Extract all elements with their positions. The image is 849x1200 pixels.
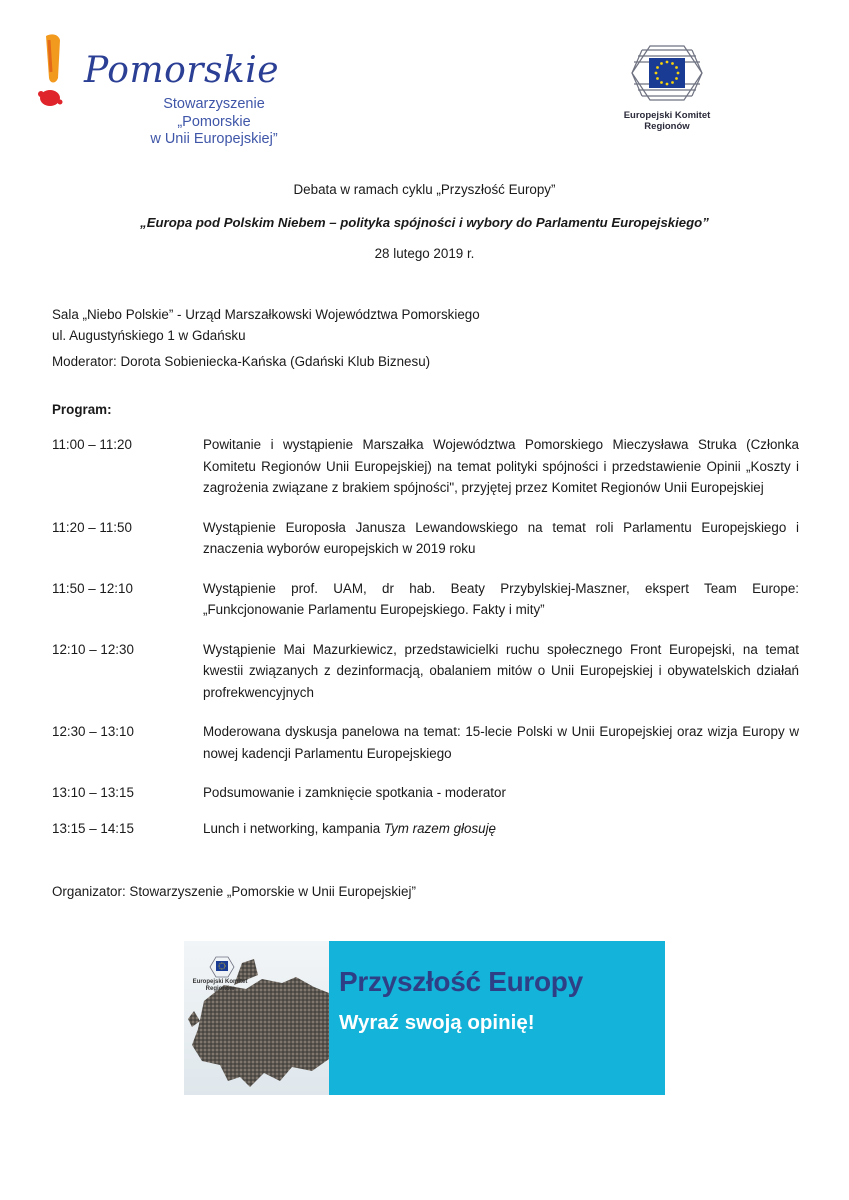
ekr-name <box>612 110 722 132</box>
agenda-description: Powitanie i wystąpienie Marszałka Województwa Pomorskiego Mieczysława Struka (Członka Komitetu Regionów Unii Europejskiej) na temat polityki spójności i przedstawienie Opinii „Koszty i zagrożenia związane z brakiem spójności", przyjętej przez Komitet Regionów Unii Europejskiej <box>203 437 799 495</box>
agenda-time: 12:10 – 12:30 <box>52 641 134 657</box>
association-line-2: „Pomorskie <box>177 113 251 130</box>
agenda-description: Wystąpienie prof. UAM, dr hab. Beaty Przybylskiej-Maszner, ekspert Team Europe: „Funkcjonowanie Parlamentu Europejskiego. Fakty i mity” <box>203 580 799 617</box>
agenda-item <box>52 639 799 704</box>
event-date: 28 lutego 2019 r. <box>374 246 475 261</box>
pomorskie-logo <box>36 32 286 152</box>
agenda-description: Wystąpienie Mai Mazurkiewicz, przedstawicielki ruchu społecznego Front Europejski, na temat kwestii związanych z dezinformacją, obalaniem mitów o Unii Europejskiej i obywatelskich działań profrekwencyjnych <box>203 641 799 700</box>
eu-flag-icon <box>612 40 722 106</box>
agenda-description: Moderowana dyskusja panelowa na temat: 15-lecie Polski w Unii Europejskiej oraz wizja Europy w nowej kadencji Parlamentu Europejskiego <box>203 724 799 761</box>
venue-address: ul. Augustyńskiego 1 w Gdańsku <box>52 327 246 343</box>
venue-hall: Sala „Niebo Polskie” - Urząd Marszałkowski Województwa Pomorskiego <box>52 307 480 322</box>
agenda-time: 13:10 – 13:15 <box>52 785 134 800</box>
europe-map-icon <box>184 941 329 1095</box>
program-heading: Program: <box>52 402 112 417</box>
agenda-item <box>52 434 799 499</box>
banner-subtitle: Wyraź swoją opinię! <box>339 1011 535 1034</box>
agenda-item <box>52 818 799 840</box>
ekr-logo <box>612 40 722 140</box>
agenda-time: 11:00 – 11:20 <box>52 437 132 452</box>
future-of-europe-banner <box>184 941 665 1095</box>
agenda-time: 12:30 – 13:10 <box>52 724 134 739</box>
association-line-1: Stowarzyszenie <box>163 96 265 112</box>
moderator-line: Moderator: Dorota Sobieniecka-Kańska (Gdański Klub Biznesu) <box>52 354 431 369</box>
campaign-name: Tym razem głosuję <box>383 820 497 836</box>
banner-ekr-name <box>190 979 250 993</box>
event-series-title: Debata w ramach cyklu „Przyszłość Europy” <box>293 182 556 197</box>
pomorskie-wordmark: Pomorskie <box>84 50 280 91</box>
agenda-description-text: Lunch i networking, kampania <box>203 820 384 836</box>
ekr-name-line-1: Europejski Komitet <box>623 110 711 121</box>
banner-ekr-name-line-1: Europejski Komitet <box>192 979 248 985</box>
agenda-item <box>52 517 799 560</box>
agenda-description <box>203 818 799 840</box>
debate-title: „Europa pod Polskim Niebem – polityka spójności i wybory do Parlamentu Europejskiego” <box>140 215 709 230</box>
agenda-time: 13:15 – 14:15 <box>52 820 134 836</box>
association-name <box>140 96 288 149</box>
agenda-time: 11:20 – 11:50 <box>52 519 132 535</box>
association-line-3: w Unii Europejskiej” <box>150 131 278 147</box>
agenda-time: 11:50 – 12:10 <box>52 580 133 596</box>
agenda-item <box>52 578 799 621</box>
banner-title: Przyszłość Europy <box>339 966 583 997</box>
agenda-item <box>52 721 799 764</box>
organizer-line: Organizator: Stowarzyszenie „Pomorskie w Unii Europejskiej” <box>52 884 416 899</box>
agenda-description: Podsumowanie i zamknięcie spotkania - moderator <box>203 785 506 800</box>
ekr-name-line-2: Regionów <box>644 121 690 132</box>
exclamation-mark-icon <box>36 32 84 112</box>
banner-map-panel <box>184 941 329 1095</box>
agenda-list <box>52 434 799 857</box>
banner-ekr-name-line-2: Regionów <box>205 986 235 992</box>
agenda-item <box>52 782 799 804</box>
venue-block <box>52 305 792 346</box>
agenda-description: Wystąpienie Europosła Janusza Lewandowskiego na temat roli Parlamentu Europejskiego i znaczenia wyborów europejskich w 2019 roku <box>203 519 799 556</box>
